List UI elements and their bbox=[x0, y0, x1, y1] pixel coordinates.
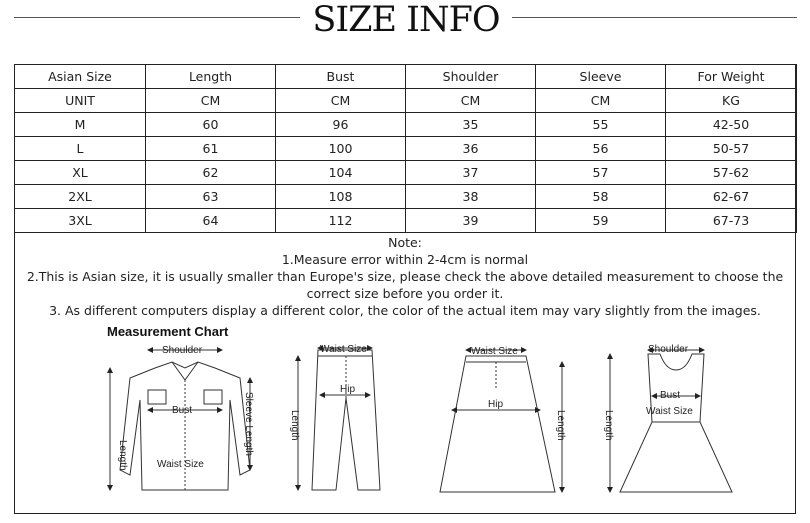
table-row bbox=[15, 113, 797, 137]
table-cell: 55 bbox=[536, 113, 666, 137]
table-cell: 36 bbox=[406, 137, 536, 161]
skirt-illustration bbox=[440, 350, 562, 492]
table-cell: 2XL bbox=[15, 185, 146, 209]
table-row bbox=[15, 161, 797, 185]
table-cell: 39 bbox=[406, 209, 536, 233]
table-cell: 37 bbox=[406, 161, 536, 185]
table-cell: 60 bbox=[146, 113, 276, 137]
table-cell: 50-57 bbox=[666, 137, 797, 161]
table-cell: CM bbox=[406, 89, 536, 113]
skirt-hip-label: Hip bbox=[488, 399, 504, 410]
shirt-waist-label: Waist Size bbox=[157, 459, 204, 470]
table-cell: 58 bbox=[536, 185, 666, 209]
table-row bbox=[15, 209, 797, 233]
table-cell: 56 bbox=[536, 137, 666, 161]
table-cell: CM bbox=[276, 89, 406, 113]
size-table bbox=[14, 64, 797, 233]
table-cell: 96 bbox=[276, 113, 406, 137]
table-cell: 108 bbox=[276, 185, 406, 209]
table-cell: UNIT bbox=[15, 89, 146, 113]
table-cell: KG bbox=[666, 89, 797, 113]
table-cell: 57-62 bbox=[666, 161, 797, 185]
table-cell: For Weight bbox=[666, 65, 797, 89]
table-cell: 57 bbox=[536, 161, 666, 185]
notes bbox=[14, 234, 796, 319]
dress-bust-label: Bust bbox=[660, 390, 681, 401]
note-3: 3. As different computers display a different color, the color of the actual item may vary slightly from the images. bbox=[49, 303, 761, 318]
title-divider-left bbox=[14, 17, 300, 18]
table-row bbox=[15, 89, 797, 113]
title-divider-right bbox=[512, 17, 797, 18]
table-cell: 112 bbox=[276, 209, 406, 233]
notes-heading: Note: bbox=[388, 235, 422, 250]
table-row bbox=[15, 137, 797, 161]
table-cell: Bust bbox=[276, 65, 406, 89]
dress-length-label: Length bbox=[603, 410, 614, 441]
table-cell: 3XL bbox=[15, 209, 146, 233]
note-2: 2.This is Asian size, it is usually smaller than Europe's size, please check the above detailed measurement to choose the correct size before you order it. bbox=[26, 269, 784, 301]
table-cell: CM bbox=[536, 89, 666, 113]
shirt-sleeve-label: Sleeve Length bbox=[243, 392, 254, 456]
skirt-waist-label: Waist Size bbox=[471, 346, 518, 357]
table-cell: XL bbox=[15, 161, 146, 185]
dress-illustration bbox=[610, 350, 732, 492]
dress-waist-label: Waist Size bbox=[646, 406, 693, 417]
table-cell: 104 bbox=[276, 161, 406, 185]
pants-length-label: Length bbox=[289, 410, 300, 441]
table-cell: 61 bbox=[146, 137, 276, 161]
table-cell: Sleeve bbox=[536, 65, 666, 89]
table-cell: M bbox=[15, 113, 146, 137]
table-cell: 62-67 bbox=[666, 185, 797, 209]
table-cell: 62 bbox=[146, 161, 276, 185]
pants-hip-label: Hip bbox=[340, 384, 356, 395]
table-cell: 42-50 bbox=[666, 113, 797, 137]
table-cell: Asian Size bbox=[15, 65, 146, 89]
table-cell: L bbox=[15, 137, 146, 161]
pants-waist-label: Waist Size bbox=[320, 344, 367, 355]
shirt-shoulder-label: Shoulder bbox=[162, 345, 203, 356]
title-row bbox=[0, 0, 810, 42]
table-cell: Length bbox=[146, 65, 276, 89]
page-title: SIZE INFO bbox=[312, 0, 500, 40]
table-cell: 64 bbox=[146, 209, 276, 233]
pants-illustration bbox=[298, 348, 380, 490]
measurement-chart-title: Measurement Chart bbox=[107, 324, 229, 339]
shirt-bust-label: Bust bbox=[172, 405, 193, 416]
table-cell: CM bbox=[146, 89, 276, 113]
table-cell: 59 bbox=[536, 209, 666, 233]
table-row bbox=[15, 65, 797, 89]
note-1: 1.Measure error within 2-4cm is normal bbox=[281, 252, 529, 267]
dress-shoulder-label: Shoulder bbox=[648, 344, 689, 355]
shirt-length-label: Length bbox=[117, 440, 128, 471]
skirt-length-label: Length bbox=[555, 410, 566, 441]
table-cell: Shoulder bbox=[406, 65, 536, 89]
table-cell: 63 bbox=[146, 185, 276, 209]
table-row bbox=[15, 185, 797, 209]
table-cell: 100 bbox=[276, 137, 406, 161]
measurement-chart-illustrations bbox=[100, 340, 780, 505]
table-cell: 67-73 bbox=[666, 209, 797, 233]
table-cell: 38 bbox=[406, 185, 536, 209]
table-cell: 35 bbox=[406, 113, 536, 137]
